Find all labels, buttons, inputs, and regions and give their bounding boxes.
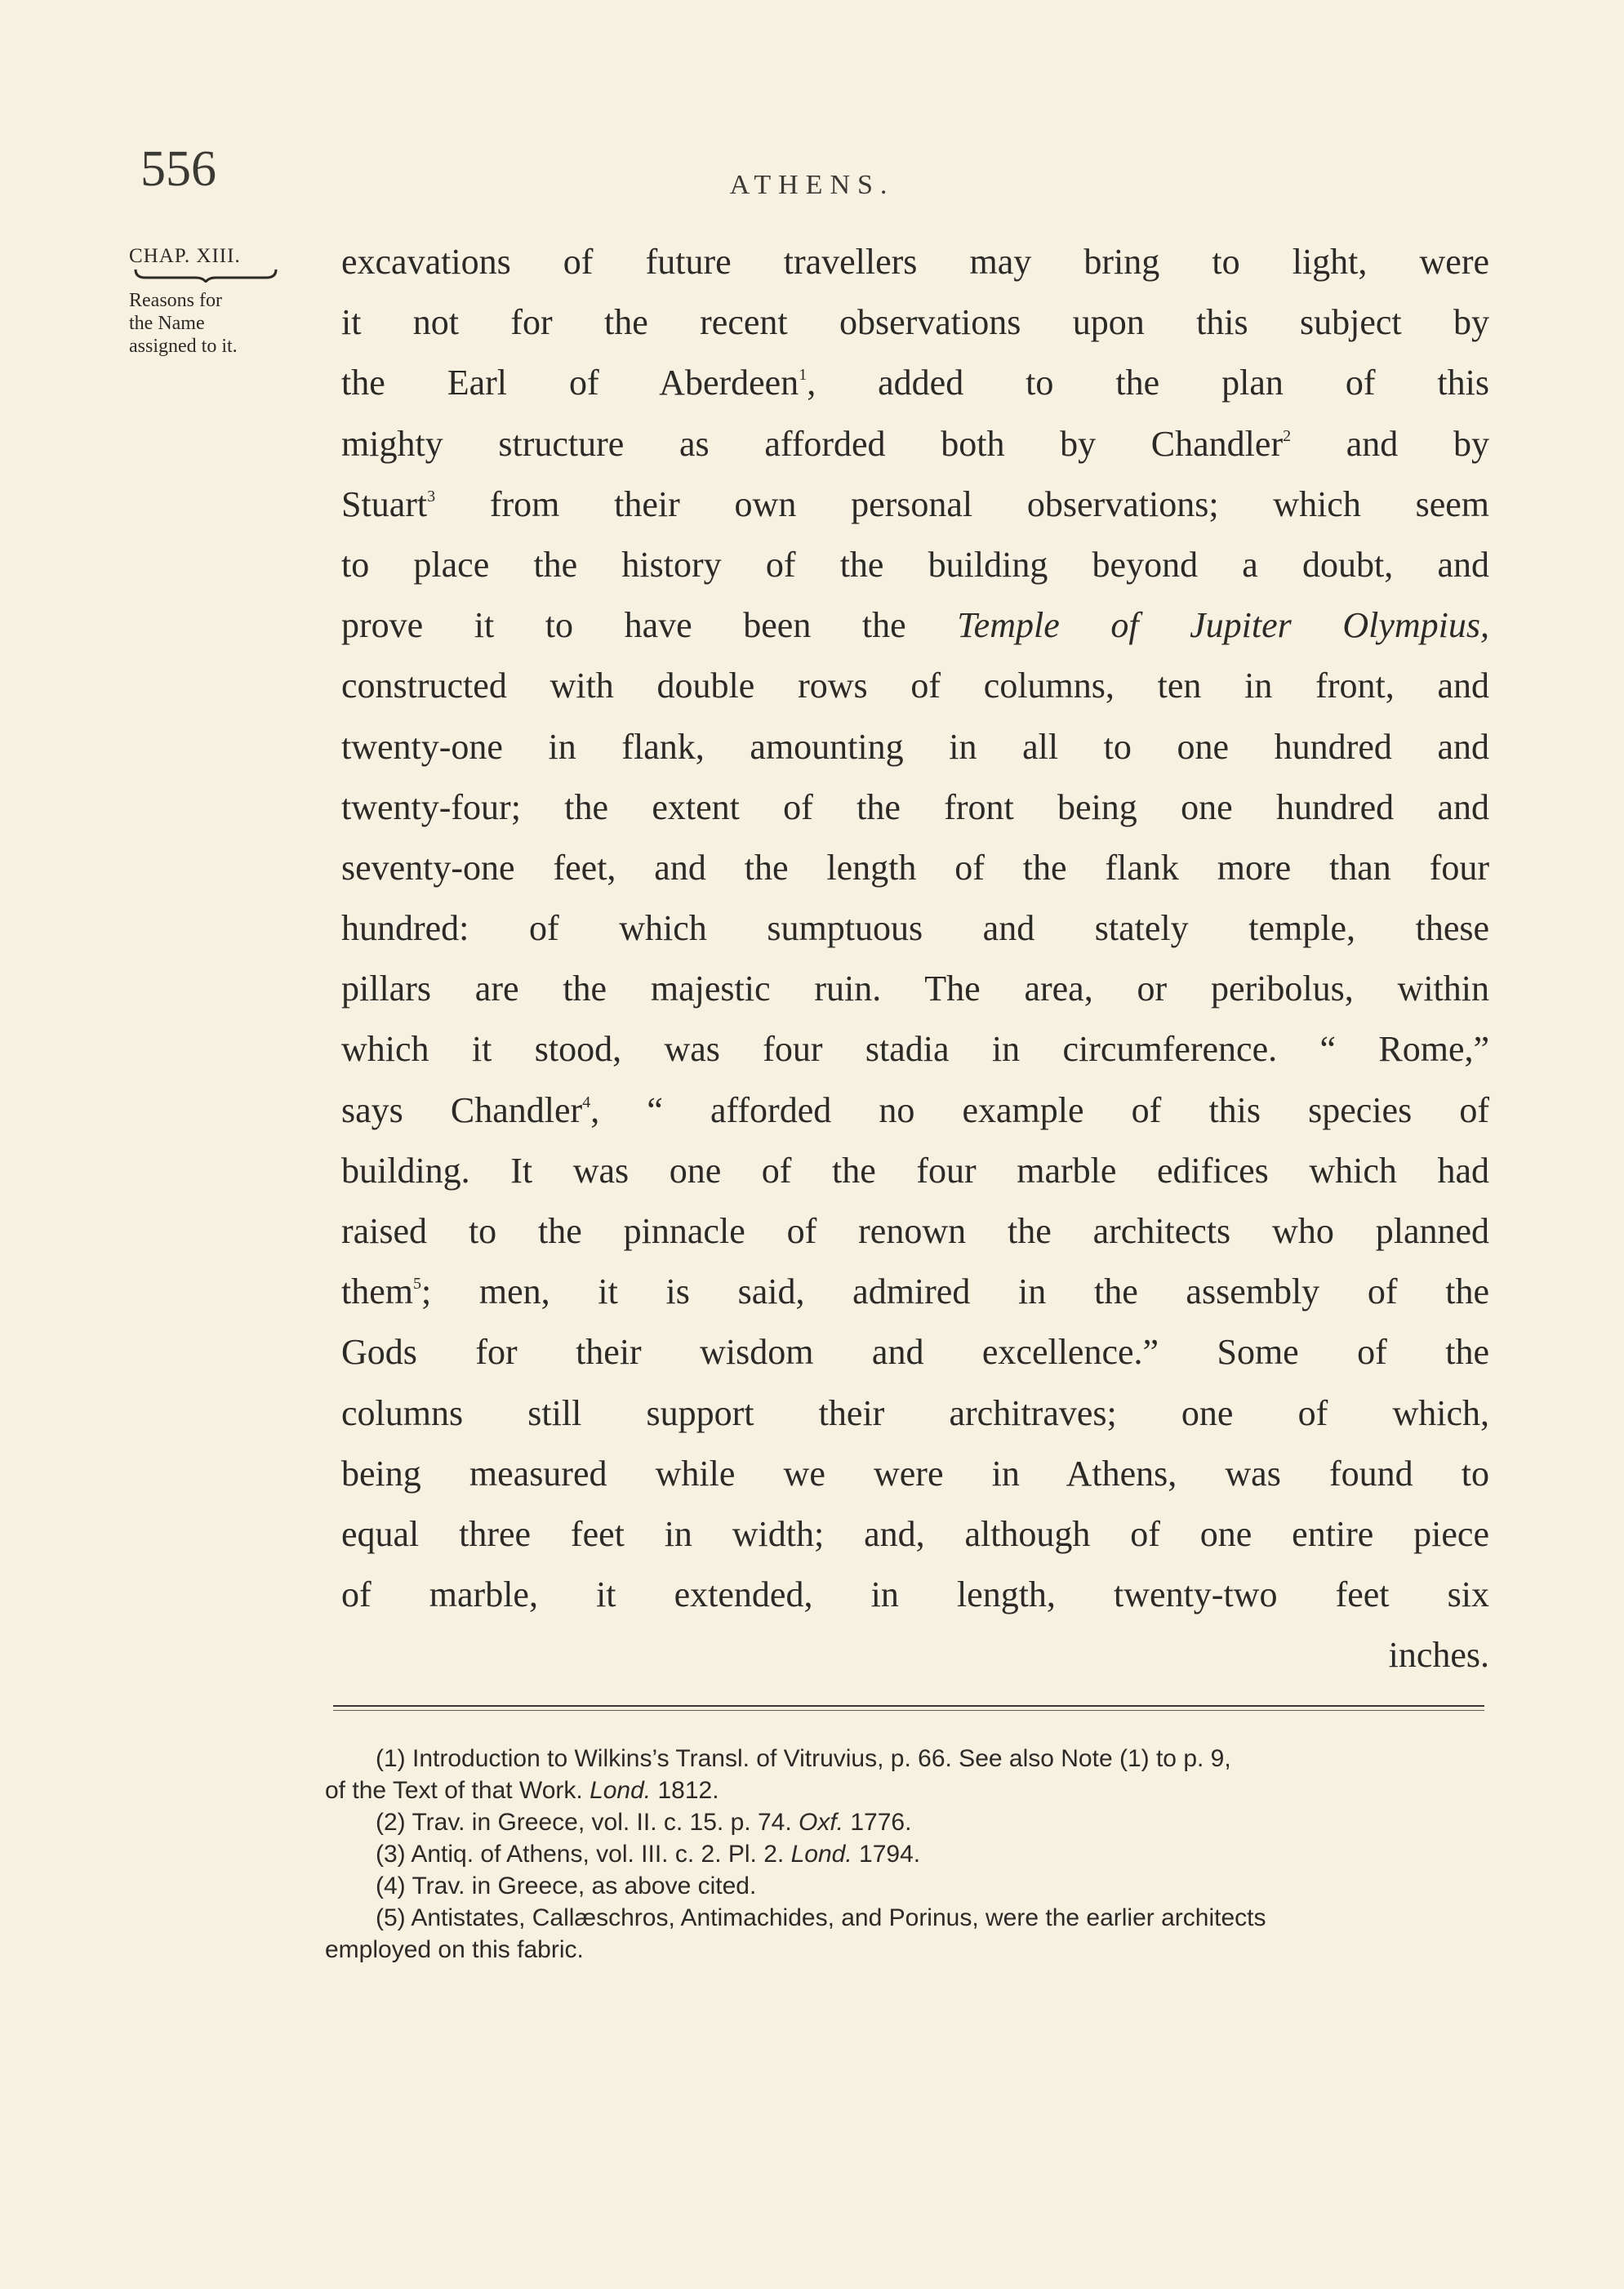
footnote-2 [325,1806,1484,1838]
text-segment: mighty structure as afforded both by Chandler [341,423,1284,464]
footnote-place: Lond. [790,1841,852,1868]
main-text [341,232,1489,1686]
text-line [341,414,1489,474]
text-segment: , added to the plan of this [807,363,1490,403]
text-segment: and by [1291,423,1489,464]
footnote-5: (5) Antistates, Callæschros, Antimachides, and Porinus, were the earlier architects [376,1904,1266,1931]
text-line: which it stood, was four stadia in circumference. “ Rome,” [341,1029,1489,1070]
footnote-ref: 2 [1283,426,1292,445]
text-segment: ; men, it is said, admired in the assembly of the [420,1271,1489,1312]
side-note-line: the Name [129,313,205,334]
footnote-ref: 4 [582,1093,591,1111]
footnote-1-cont [325,1775,1484,1806]
text-line [341,1262,1489,1322]
text-line: constructed with double rows of columns, ten in front, and [341,666,1489,706]
side-note [129,289,317,358]
text-line: twenty-one in flank, amounting in all to one hundred and [341,726,1489,767]
text-line [341,595,1489,656]
text-line: Gods for their wisdom and excellence.” Some of the [341,1332,1489,1373]
footnote-5-cont: employed on this fabric. [325,1936,584,1963]
side-note-line: Reasons for [129,290,222,311]
text-line: excavations of future travellers may bring to light, were [341,242,1489,282]
text-line [341,353,1489,413]
side-note-line: assigned to it. [129,336,238,357]
footnotes [325,1743,1484,1966]
footnote-ref: 1 [799,366,808,385]
text-line: building. It was one of the four marble edifices which had [341,1150,1489,1191]
text-line: pillars are the majestic ruin. The area, or peribolus, within [341,969,1489,1009]
footnote-3 [325,1838,1484,1870]
footnote-year: 1812. [657,1777,719,1804]
footnote-place: Lond. [590,1777,652,1804]
footnote-text: (2) Trav. in Greece, vol. II. c. 15. p. 74. [376,1809,792,1836]
margin-notes [129,245,317,358]
text-line: inches. [1388,1635,1489,1676]
text-line [341,1080,1489,1141]
text-line: to place the history of the building beyond a doubt, and [341,544,1489,585]
text-segment: them [341,1271,413,1312]
text-segment: Stuart [341,483,428,524]
footnote-text: of the Text of that Work. [325,1777,583,1804]
text-line: columns still support their architraves; one of which, [341,1392,1489,1433]
chapter-label: CHAP. XIII. [129,245,241,267]
brace-ornament [134,268,278,283]
text-line [341,474,1489,535]
footnote-place: Oxf. [799,1809,844,1836]
footnote-year: 1776. [850,1809,912,1836]
text-segment: from their own personal observations; which seem [435,483,1489,524]
footnote-ref: 3 [427,487,436,505]
footnote-text: (3) Antiq. of Athens, vol. III. c. 2. Pl. 2. [376,1841,785,1868]
footnote-4: (4) Trav. in Greece, as above cited. [376,1873,757,1899]
text-line: hundred: of which sumptuous and stately temple, these [341,908,1489,949]
text-segment: prove it to have been the [341,605,958,646]
footnote-year: 1794. [859,1841,921,1868]
text-line: of marble, it extended, in length, twenty-two feet six [341,1574,1489,1615]
running-title: ATHENS. [729,170,895,200]
footnote-rule [333,1705,1484,1711]
text-segment: the Earl of Aberdeen [341,363,799,403]
text-line: seventy-one feet, and the length of the flank more than four [341,847,1489,888]
text-line: being measured while we were in Athens, was found to [341,1453,1489,1494]
text-line: equal three feet in width; and, although of one entire piece [341,1513,1489,1554]
text-segment: says Chandler [341,1089,583,1130]
text-line: raised to the pinnacle of renown the architects who planned [341,1211,1489,1251]
text-segment: , “ afforded no example of this species of [590,1089,1489,1130]
footnote-ref: 5 [412,1275,421,1294]
text-line: it not for the recent observations upon this subject by [341,302,1489,343]
temple-name: Temple of Jupiter Olympius, [957,605,1490,646]
page-number: 556 [140,141,216,197]
footnote-1: (1) Introduction to Wilkins’s Transl. of Vitruvius, p. 66. See also Note (1) to p. 9, [376,1745,1231,1772]
text-line: twenty-four; the extent of the front being one hundred and [341,786,1489,827]
